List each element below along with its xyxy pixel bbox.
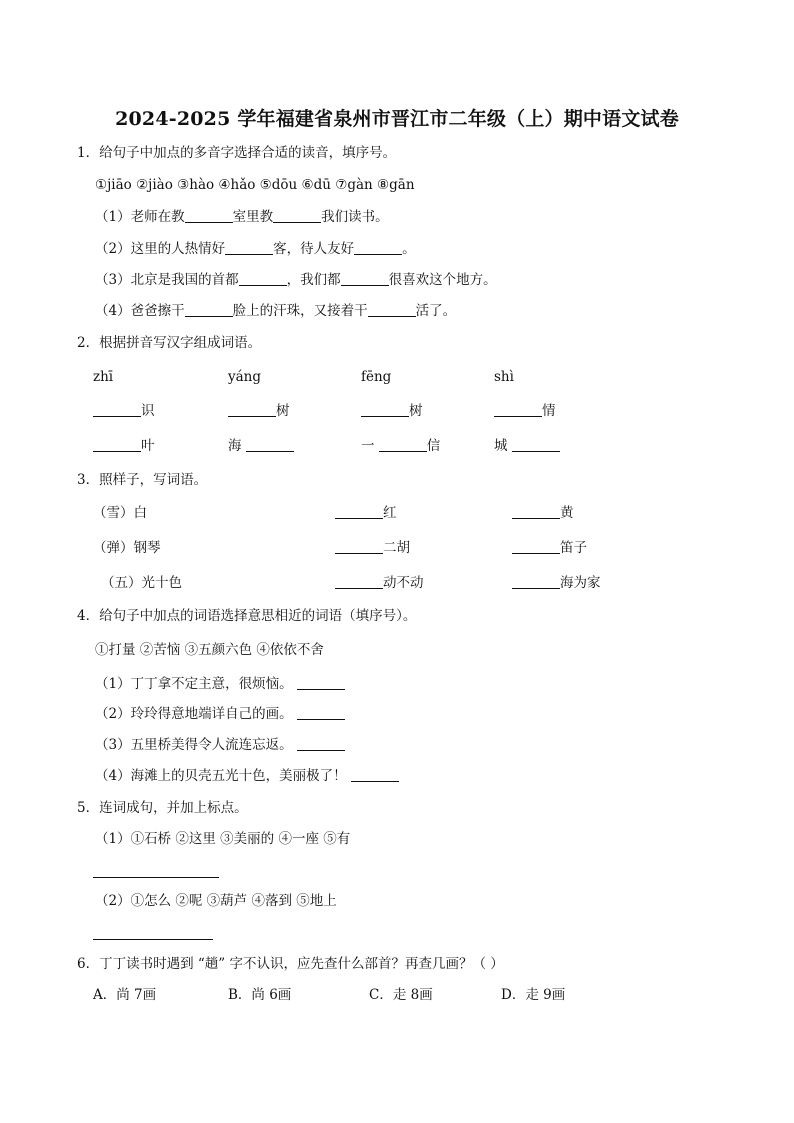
q2-word-6: 海: [228, 437, 294, 455]
answer-blank[interactable]: [228, 402, 276, 417]
q2-pinyin-1: zhī: [93, 369, 114, 385]
q2-word-5: 叶: [93, 437, 155, 455]
q4-item-3: （3）五里桥美得令人流连忘返。: [95, 736, 345, 754]
answer-blank[interactable]: [512, 539, 560, 554]
q6-option-a[interactable]: A．尚 7画: [93, 987, 157, 1003]
answer-blank[interactable]: [368, 302, 416, 317]
q2-word-1: 识: [93, 402, 155, 420]
q5-item-1: （1）①石桥 ②这里 ③美丽的 ④一座 ⑤有: [95, 831, 351, 847]
q1-options: ①jiāo ②jiào ③hào ④hǎo ⑤dōu ⑥dū ⑦gàn ⑧gān: [95, 177, 415, 193]
answer-blank[interactable]: [341, 271, 389, 286]
q1-prompt: 1．给句子中加点的多音字选择合适的读音，填序号。: [77, 145, 397, 161]
q2-word-3: 树: [361, 402, 423, 420]
q4-item-4: （4）海滩上的贝壳五光十色，美丽极了！: [95, 767, 399, 785]
answer-blank[interactable]: [512, 437, 560, 452]
answer-blank[interactable]: [185, 302, 233, 317]
q3-example-3: （五）光十色: [101, 575, 182, 591]
q4-prompt: 4．给句子中加点的词语选择意思相近的词语（填序号）。: [77, 608, 417, 624]
answer-blank[interactable]: [512, 574, 560, 589]
q5-answer-line-1[interactable]: [93, 877, 219, 878]
answer-blank[interactable]: [93, 402, 141, 417]
page-title: 2024-2025 学年福建省泉州市晋江市二年级（上）期中语文试卷: [115, 108, 679, 130]
q4-item-2: （2）玲玲得意地端详自己的画。: [95, 705, 345, 723]
answer-blank[interactable]: [225, 240, 273, 255]
q3-prompt: 3．照样子，写词语。: [77, 472, 208, 488]
q6-option-d[interactable]: D．走 9画: [501, 987, 566, 1003]
q6-prompt: 6．丁丁读书时遇到 “趟” 字不认识，应先查什么部首？再查几画？（ ）: [77, 956, 504, 972]
answer-blank[interactable]: [354, 240, 402, 255]
answer-blank[interactable]: [297, 705, 345, 720]
answer-blank[interactable]: [246, 437, 294, 452]
q2-pinyin-4: shì: [494, 369, 514, 385]
answer-blank[interactable]: [335, 574, 383, 589]
answer-blank[interactable]: [512, 504, 560, 519]
q2-prompt: 2．根据拼音写汉字组成词语。: [77, 335, 262, 351]
q3-fill-2a: 二胡: [335, 539, 410, 557]
q2-word-2: 树: [228, 402, 290, 420]
q1-item-2: （2）这里的人热情好 客，待人友好 。: [95, 241, 416, 257]
answer-blank[interactable]: [297, 736, 345, 751]
q2-pinyin-3: fēng: [361, 369, 392, 385]
q3-example-1: （雪）白: [93, 505, 147, 521]
q1-item-3: （3）北京是我国的首都 ，我们都 很喜欢这个地方。: [95, 272, 497, 288]
q4-options: ①打量 ②苦恼 ③五颜六色 ④依依不舍: [95, 642, 324, 658]
q6-option-b[interactable]: B．尚 6画: [228, 987, 292, 1003]
q5-item-2: （2）①怎么 ②呢 ③葫芦 ④落到 ⑤地上: [95, 893, 337, 909]
q1-item-1: （1）老师在教 室里教 我们读书。: [95, 209, 389, 225]
q2-word-4: 情: [494, 402, 556, 420]
q2-word-7: 一 信: [361, 438, 441, 454]
q3-fill-1a: 红: [335, 504, 397, 522]
answer-blank[interactable]: [273, 208, 321, 223]
answer-blank[interactable]: [335, 504, 383, 519]
q4-item-1: （1）丁丁拿不定主意，很烦恼。: [95, 675, 345, 693]
q5-prompt: 5．连词成句，并加上标点。: [77, 800, 248, 816]
answer-blank[interactable]: [361, 402, 409, 417]
q2-word-8: 城: [494, 437, 560, 455]
q6-option-c[interactable]: C．走 8画: [369, 987, 433, 1003]
q5-answer-line-2[interactable]: [93, 939, 213, 940]
q3-example-2: （弹）钢琴: [93, 540, 161, 556]
q3-fill-3a: 动不动: [335, 574, 424, 592]
q1-item-4: （4）爸爸擦干 脸上的汗珠，又接着干 活了。: [95, 303, 457, 319]
answer-blank[interactable]: [297, 675, 345, 690]
answer-blank[interactable]: [335, 539, 383, 554]
answer-blank[interactable]: [185, 208, 233, 223]
answer-blank[interactable]: [379, 437, 427, 452]
answer-blank[interactable]: [93, 437, 141, 452]
q3-fill-3b: 海为家: [512, 574, 601, 592]
q3-fill-1b: 黄: [512, 504, 574, 522]
answer-blank[interactable]: [494, 402, 542, 417]
q2-pinyin-2: yáng: [228, 369, 262, 385]
answer-blank[interactable]: [351, 767, 399, 782]
q3-fill-2b: 笛子: [512, 539, 587, 557]
answer-blank[interactable]: [239, 271, 287, 286]
